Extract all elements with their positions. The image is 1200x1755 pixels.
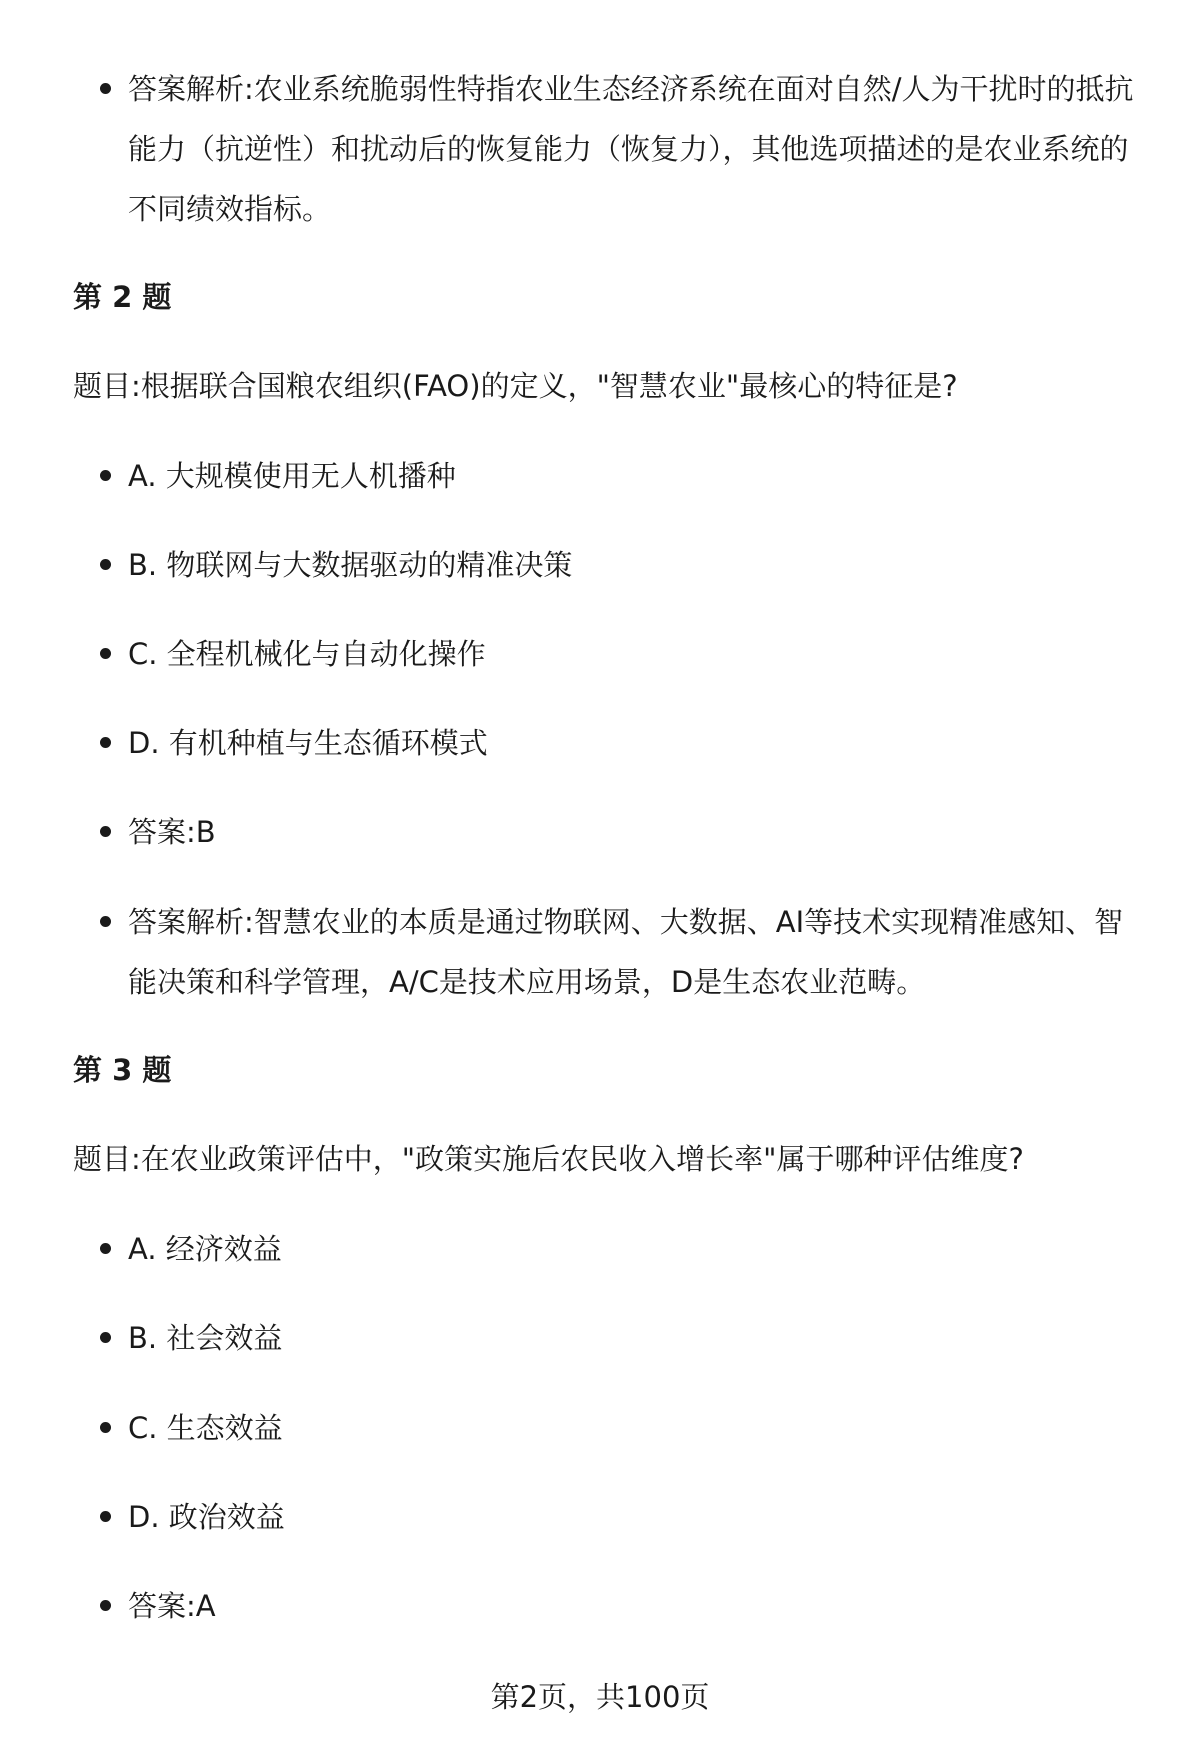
q1-explanation: 答案解析:农业系统脆弱性特指农业生态经济系统在面对自然/人为干扰时的抵抗能力（抗逆性）和扰动后的恢复能力（恢复力），其他选项描述的是农业系统的不同绩效指标。 [128, 59, 1148, 239]
q2-option-d: D. 有机种植与生态循环模式 [128, 713, 1148, 773]
q2-explanation: 答案解析:智慧农业的本质是通过物联网、大数据、AI等技术实现精准感知、智能决策和科学管理，A/C是技术应用场景，D是生态农业范畴。 [128, 892, 1148, 1012]
q3-heading: 第 3 题 [73, 1053, 172, 1087]
q3-question: 题目:在农业政策评估中，"政策实施后农民收入增长率"属于哪种评估维度? [73, 1142, 1024, 1176]
q3-option-b: B. 社会效益 [128, 1308, 1148, 1368]
q3-option-c: C. 生态效益 [128, 1398, 1148, 1458]
q2-question: 题目:根据联合国粮农组织(FAO)的定义，"智慧农业"最核心的特征是? [73, 369, 958, 403]
q2-heading: 第 2 题 [73, 280, 172, 314]
q2-option-b: B. 物联网与大数据驱动的精准决策 [128, 535, 1148, 595]
q2-answer: 答案:B [128, 802, 1148, 862]
q2-option-a: A. 大规模使用无人机播种 [128, 446, 1148, 506]
page-footer: 第2页，共100页 [490, 1680, 710, 1714]
q2-option-c: C. 全程机械化与自动化操作 [128, 624, 1148, 684]
q3-answer: 答案:A [128, 1576, 1148, 1636]
q3-option-a: A. 经济效益 [128, 1219, 1148, 1279]
q3-option-d: D. 政治效益 [128, 1487, 1148, 1547]
